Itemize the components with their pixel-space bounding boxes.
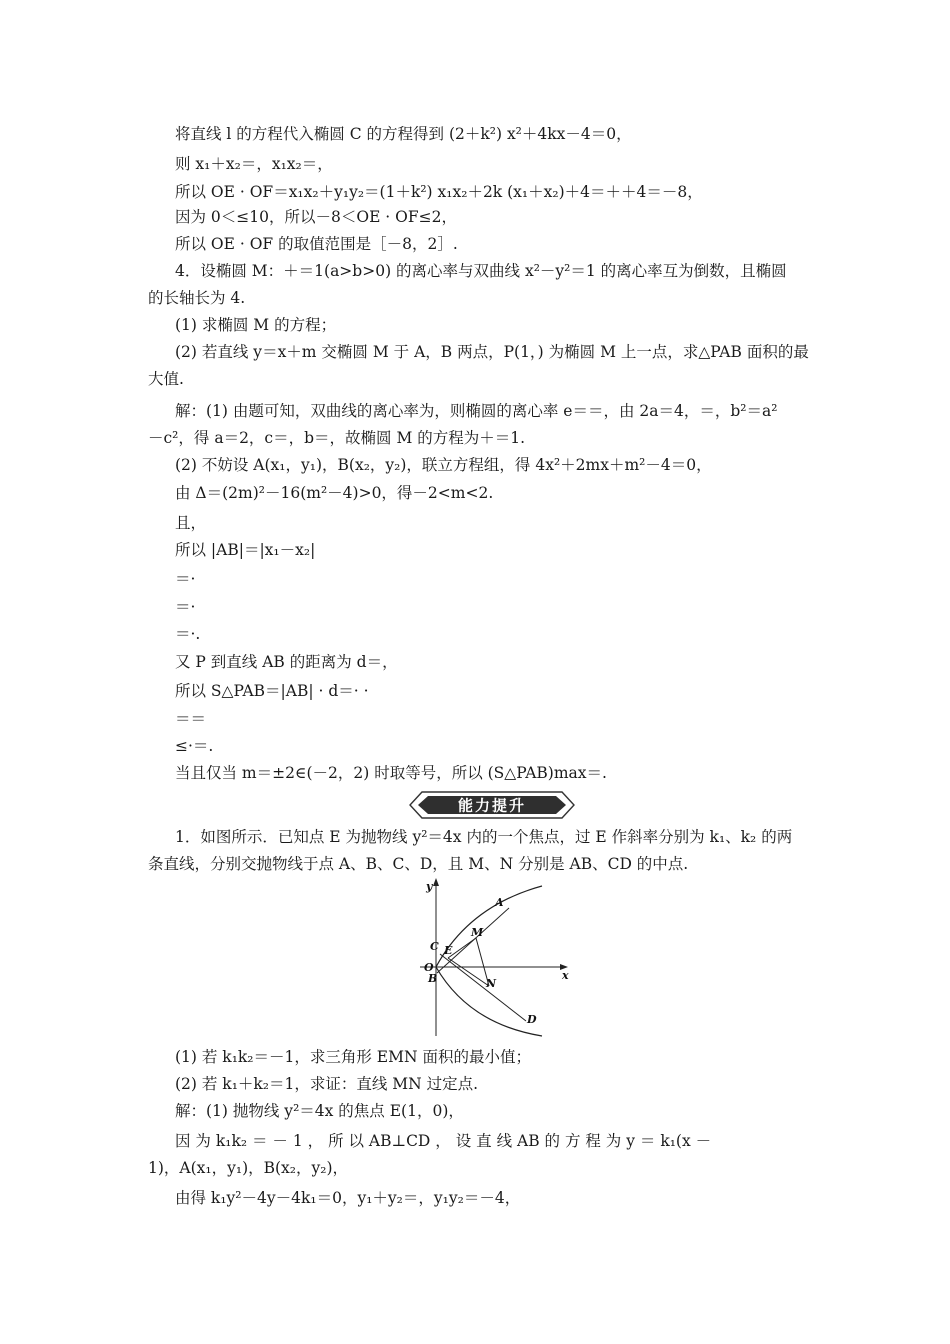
text-line: 又 P 到直线 AB 的距离为 d＝， <box>175 653 398 671</box>
label-n: N <box>486 977 497 990</box>
label-o: O <box>424 961 434 974</box>
parabola-figure <box>414 876 574 1040</box>
text-line: (1) 求椭圆 M 的方程； <box>175 316 337 334</box>
text-line: 解：(1) 由题可知，双曲线的离心率为，则椭圆的离心率 e＝＝，由 2a＝4，＝，b²＝a² <box>175 402 778 420</box>
label-a: A <box>495 896 504 909</box>
text-line: 当且仅当 m＝±2∈(－2，2) 时取等号，所以 (S△PAB)max＝. <box>175 764 607 782</box>
text-line: 解：(1) 抛物线 y²＝4x 的焦点 E(1，0)， <box>175 1102 464 1120</box>
text-line: (2) 若 k₁＋k₂＝1，求证：直线 MN 过定点. <box>175 1075 479 1093</box>
text-line: 的长轴长为 4. <box>148 289 246 307</box>
label-d: D <box>527 1013 537 1026</box>
text-line: 由 Δ＝(2m)²－16(m²－4)>0，得－2<m<2. <box>175 484 494 502</box>
text-line: 大值. <box>148 370 184 388</box>
text-line: 4．设椭圆 M：＋＝1(a>b>0) 的离心率与双曲线 x²－y²＝1 的离心率互为倒数，且椭圆 <box>175 262 787 280</box>
text-line: －c²，得 a＝2，c＝，b＝，故椭圆 M 的方程为＋＝1. <box>148 429 526 447</box>
text-line: 将直线 l 的方程代入椭圆 C 的方程得到 (2＋k²) x²＋4kx－4＝0， <box>175 125 632 143</box>
text-line: (2) 若直线 y＝x＋m 交椭圆 M 于 A，B 两点，P(1，) 为椭圆 M 上一点，求△PAB 面积的最 <box>175 343 809 361</box>
label-y: y <box>426 880 433 893</box>
label-m: M <box>471 926 484 939</box>
text-line: 则 x₁＋x₂＝，x₁x₂＝， <box>175 155 333 173</box>
text-line: 因 为 k₁k₂ ＝ － 1 ， 所 以 AB⊥CD ， 设 直 线 AB 的 方 程 为 y ＝ k₁(x － <box>175 1132 712 1150</box>
label-b: B <box>428 972 438 985</box>
text-line: ＝·. <box>175 625 201 643</box>
text-line: 所以 OE · OF＝x₁x₂＋y₁y₂＝(1＋k²) x₁x₂＋2k (x₁＋x₂)＋4＝＋＋4＝－8， <box>175 183 703 201</box>
text-line: 且， <box>175 514 207 532</box>
section-banner-label: 能力提升 <box>457 796 527 815</box>
section-banner <box>408 790 576 820</box>
text-line: 所以 OE · OF 的取值范围是［－8，2］. <box>175 235 458 253</box>
y-axis-arrow <box>433 878 439 886</box>
label-x: x <box>562 969 569 982</box>
text-line: ≤·＝. <box>175 737 214 755</box>
text-line: ＝· <box>175 598 196 616</box>
label-e: E <box>444 944 453 957</box>
text-line: 所以 |AB|＝|x₁－x₂| <box>175 541 316 559</box>
text-line: 1)，A(x₁，y₁)，B(x₂，y₂)， <box>148 1159 349 1177</box>
label-c: C <box>430 940 439 953</box>
text-line: 由得 k₁y²－4y－4k₁＝0，y₁＋y₂＝，y₁y₂＝－4， <box>175 1189 521 1207</box>
text-line: (2) 不妨设 A(x₁，y₁)，B(x₂，y₂)，联立方程组，得 4x²＋2mx＋m²－4＝0， <box>175 456 712 474</box>
text-line: 因为 0＜≤10，所以－8＜OE · OF≤2， <box>175 208 457 226</box>
text-line: 1．如图所示．已知点 E 为抛物线 y²＝4x 内的一个焦点，过 E 作斜率分别为 k₁、k₂ 的两 <box>175 828 793 846</box>
text-line: 条直线，分别交抛物线于点 A、B、C、D，且 M、N 分别是 AB、CD 的中点. <box>148 855 689 873</box>
text-line: (1) 若 k₁k₂＝－1，求三角形 EMN 面积的最小值； <box>175 1048 531 1066</box>
text-line: 所以 S△PAB＝|AB| · d＝· · <box>175 682 369 700</box>
text-line: ＝＝ <box>175 710 207 728</box>
text-line: ＝· <box>175 570 196 588</box>
